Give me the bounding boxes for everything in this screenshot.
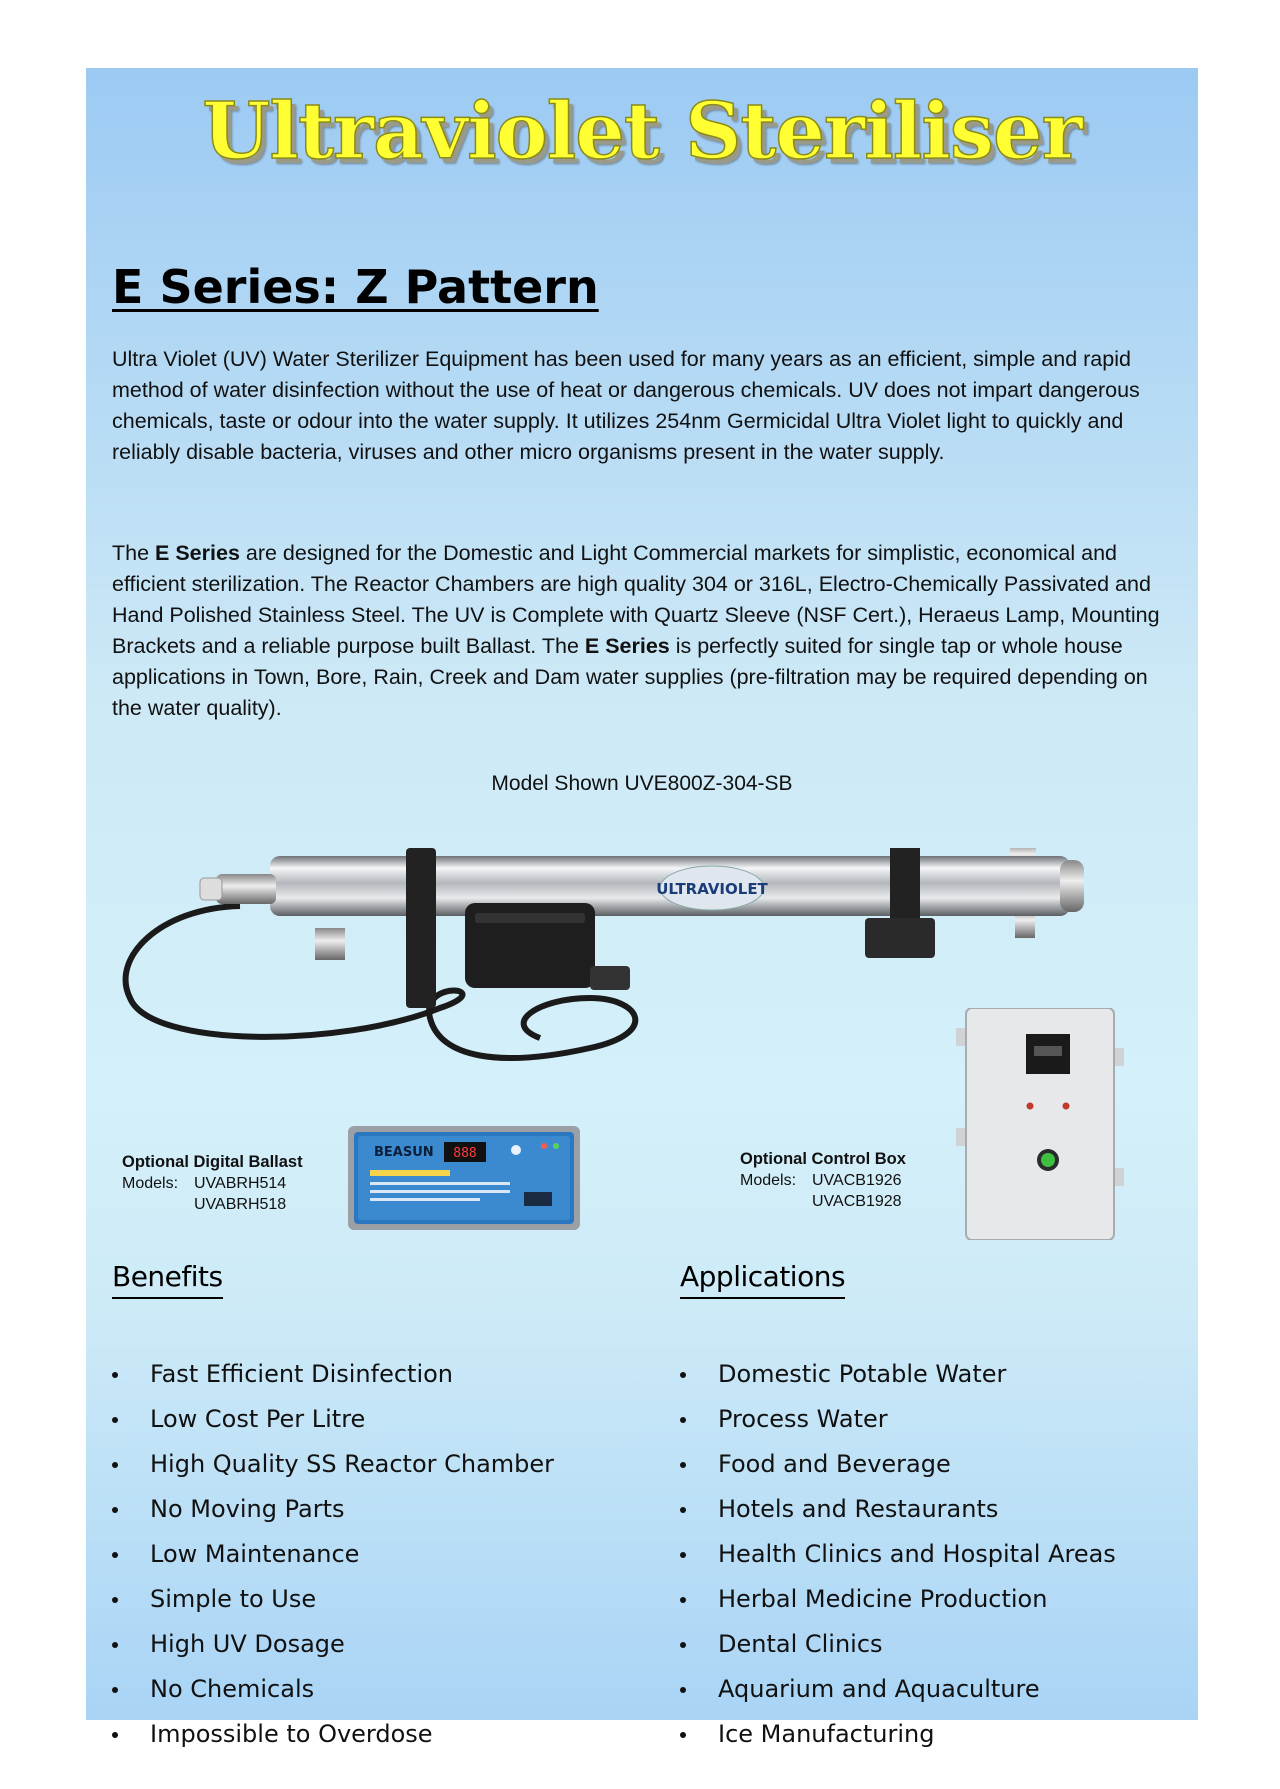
application-item: Process Water <box>678 1397 1178 1442</box>
control-box-title: Optional Control Box <box>740 1150 906 1168</box>
application-item: Aquarium and Aquaculture <box>678 1667 1178 1712</box>
application-item: Dental Clinics <box>678 1622 1178 1667</box>
section-heading: E Series: Z Pattern <box>112 260 599 314</box>
series-paragraph <box>112 538 1172 724</box>
series-bold-1: E Series <box>155 541 240 565</box>
intro-paragraph: Ultra Violet (UV) Water Sterilizer Equipment has been used for many years as an efficient, simple and rapid method of water disinfection without the use of heat or dangerous chemicals. UV does not impart dangerous chemicals, taste or odour into the water supply. It utilizes 254nm Germicidal Ultra Violet light to quickly and reliably disable bacteria, viruses and other micro organisms present in the water supply. <box>112 347 1140 464</box>
model-caption: Model Shown UVE800Z-304-SB <box>491 772 793 795</box>
benefits-heading: Benefits <box>112 1260 223 1299</box>
ballast-display: 888 <box>453 1146 477 1161</box>
ballast-title: Optional Digital Ballast <box>122 1153 303 1171</box>
control-box-models-label: Models: <box>740 1172 797 1189</box>
main-title: Ultraviolet Steriliser <box>202 86 1082 177</box>
benefits-list <box>110 1352 630 1757</box>
series-text-3: is perfectly suited for single tap or whole house applications in Town, Bore, Rain, Creek and Dam water supplies (pre-filtration may be required depending on the water quality). <box>112 634 1148 720</box>
flyer-panel <box>86 68 1198 1748</box>
benefit-item: High Quality SS Reactor Chamber <box>110 1442 630 1487</box>
benefit-item: Low Cost Per Litre <box>110 1397 630 1442</box>
benefit-item: No Chemicals <box>110 1667 630 1712</box>
benefit-item: Simple to Use <box>110 1577 630 1622</box>
control-box-info <box>740 1149 906 1212</box>
application-item: Food and Beverage <box>678 1442 1178 1487</box>
application-item: Ice Manufacturing <box>678 1712 1178 1757</box>
series-text-1: The <box>112 541 156 565</box>
control-box-model-2: UVACB1928 <box>812 1193 902 1210</box>
ballast-info <box>122 1152 303 1215</box>
benefit-item: High UV Dosage <box>110 1622 630 1667</box>
application-item: Health Clinics and Hospital Areas <box>678 1532 1178 1577</box>
series-text-2: are designed for the Domestic and Light Commercial markets for simplistic, economical and efficient sterilization. The Reactor Chambers are high quality 304 or 316L, Electro-Chemically Passivated and Hand Polished Stainless Steel. The UV is Complete with Quartz Sleeve (NSF Cert.), Heraeus Lamp, Mounting Brackets and a reliable purpose built Ballast. The <box>112 541 1160 658</box>
ballast-model-2: UVABRH518 <box>194 1196 287 1213</box>
benefit-item: Impossible to Overdose <box>110 1712 630 1757</box>
ballast-brand: BEASUN <box>374 1145 434 1160</box>
control-box-image <box>956 1008 1124 1240</box>
applications-heading: Applications <box>680 1260 845 1299</box>
application-item: Herbal Medicine Production <box>678 1577 1178 1622</box>
benefit-item: Low Maintenance <box>110 1532 630 1577</box>
benefit-item: No Moving Parts <box>110 1487 630 1532</box>
application-item: Domestic Potable Water <box>678 1352 1178 1397</box>
digital-ballast-image <box>348 1126 580 1230</box>
unit-brand-label: ULTRAVIOLET <box>656 880 768 898</box>
series-bold-2: E Series <box>584 634 670 658</box>
application-item: Hotels and Restaurants <box>678 1487 1178 1532</box>
control-box-model-1: UVACB1926 <box>812 1172 902 1189</box>
applications-list <box>678 1352 1178 1757</box>
benefit-item: Fast Efficient Disinfection <box>110 1352 630 1397</box>
ballast-model-1: UVABRH514 <box>194 1175 287 1192</box>
ballast-models-label: Models: <box>122 1175 179 1192</box>
